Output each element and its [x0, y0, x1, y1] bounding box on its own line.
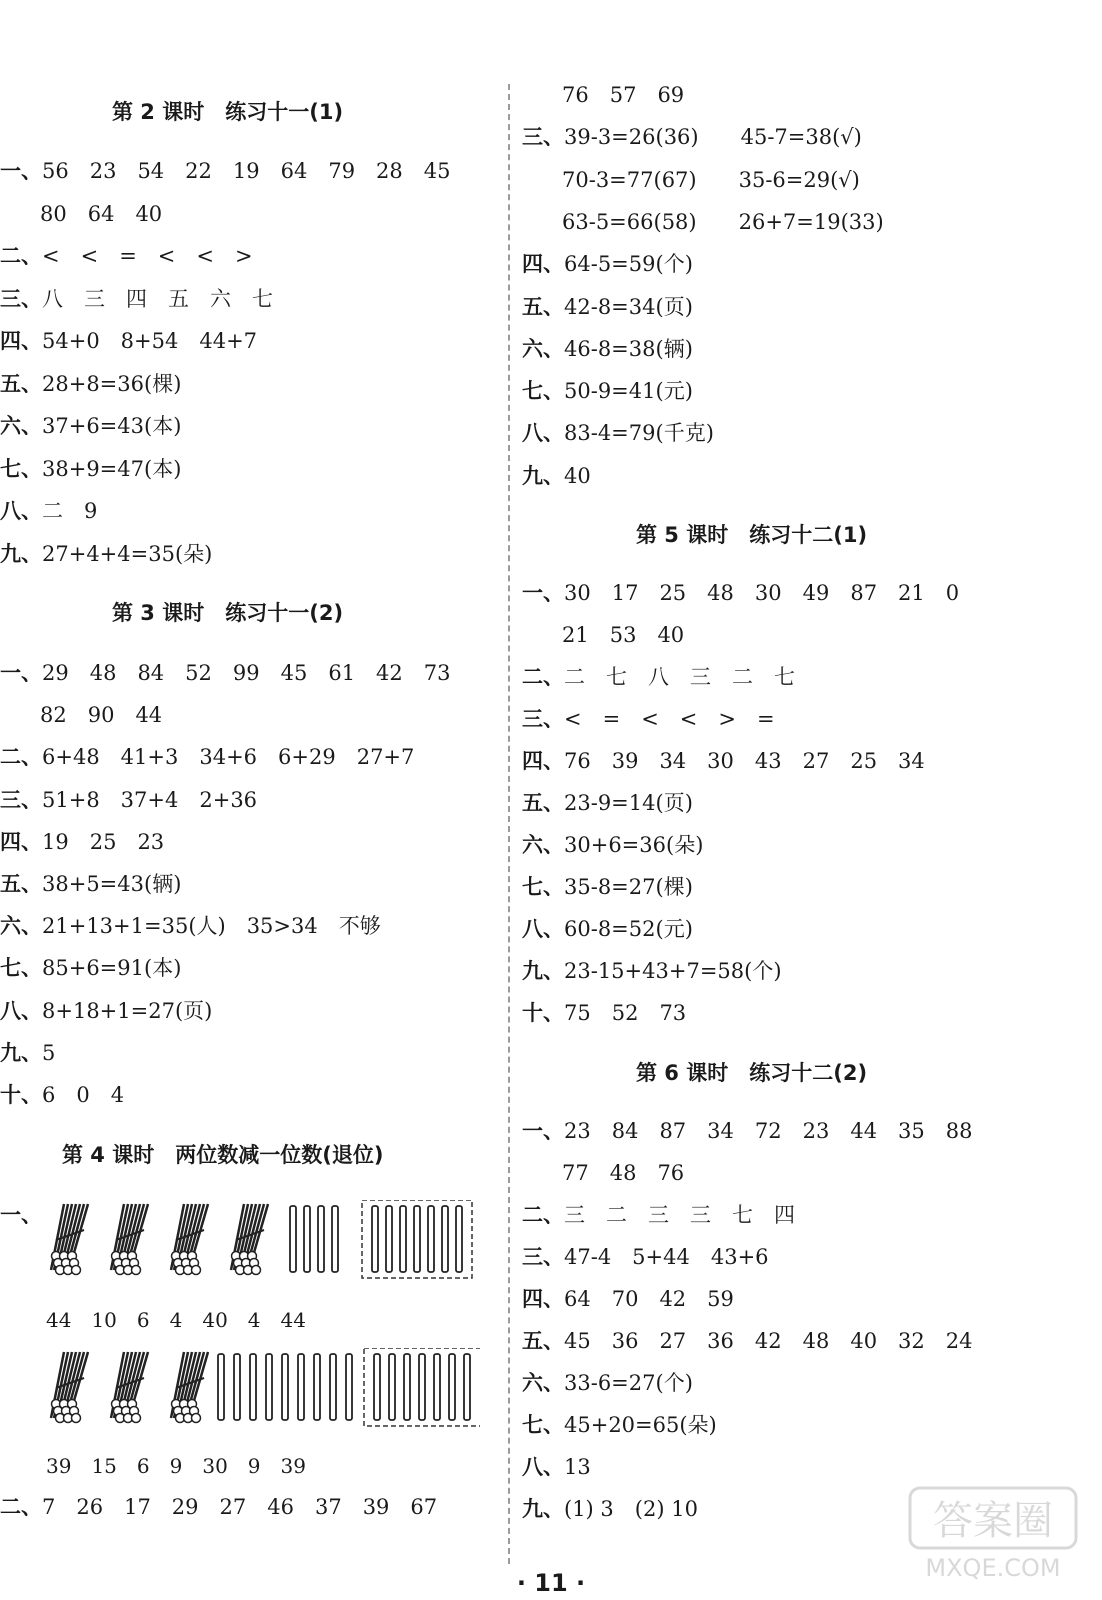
answer-line — [0, 996, 212, 1026]
item-label: 九、 — [0, 541, 42, 566]
item-label: 二、 — [522, 1203, 564, 1227]
answer-line — [522, 1242, 769, 1272]
answer-text: 8+18+1=27(页) — [42, 998, 213, 1023]
stick-bundle-icon — [171, 1204, 208, 1275]
item-label: 九、 — [522, 959, 564, 983]
stick-bundle-icon — [111, 1352, 148, 1423]
answer-line — [522, 1200, 795, 1230]
item-label: 五、 — [0, 371, 42, 396]
answer-line — [522, 662, 795, 692]
answer-text: 6 0 4 — [42, 1083, 125, 1107]
watermark-bottom: MXQE.COM — [925, 1554, 1061, 1582]
answer-line — [0, 156, 451, 186]
answer-line — [522, 1410, 717, 1440]
answer-text: 29 48 84 52 99 45 61 42 73 — [42, 661, 451, 685]
answer-text: 76 57 69 — [562, 83, 685, 107]
item-label: 一、 — [522, 1119, 564, 1143]
answer-line — [0, 742, 414, 772]
answer-text: < = < < > = — [564, 707, 775, 731]
item-label: 七、 — [522, 875, 564, 899]
answer-text: 40 — [564, 463, 591, 488]
stick-figure-row1 — [40, 1200, 480, 1290]
answer-text: 70-3=77(67) 35-6=29(√) — [562, 167, 860, 192]
single-stick-icon — [250, 1354, 256, 1420]
answer-text: 35-8=27(棵) — [564, 875, 693, 899]
answer-text: 54+0 8+54 44+7 — [42, 329, 258, 353]
answer-line — [40, 700, 162, 730]
answer-line — [0, 658, 451, 688]
item-label: 一、 — [522, 581, 564, 605]
answer-text: 50-9=41(元) — [564, 379, 693, 404]
item-label: 三、 — [0, 787, 42, 812]
item-label: 九、 — [0, 1040, 42, 1065]
answer-text: 二 七 八 三 二 七 — [564, 665, 795, 689]
answer-line — [562, 80, 684, 110]
answer-text: 37+6=43(本) — [42, 414, 182, 438]
single-stick-icon — [464, 1354, 470, 1420]
answer-text: 56 23 54 22 19 64 79 28 45 — [42, 159, 451, 183]
section-title-lesson4: 第 4 课时 两位数减一位数(退位) — [62, 1143, 384, 1167]
answer-line — [522, 376, 693, 406]
single-stick-icon — [304, 1206, 310, 1272]
answer-text: 85+6=91(本) — [42, 956, 182, 981]
item-label: 二、 — [0, 745, 42, 770]
stick-bundle-icon — [51, 1204, 88, 1275]
answer-line — [522, 746, 925, 776]
answer-text: 28+8=36(棵) — [42, 371, 182, 396]
watermark-top: 答案圈 — [933, 1498, 1053, 1544]
single-stick-icon — [449, 1354, 455, 1420]
answer-text: 三 二 三 三 七 四 — [564, 1203, 795, 1227]
stick-figure-row2 — [40, 1348, 480, 1438]
stick-counts-row1: 44 10 6 4 40 4 44 — [46, 1308, 306, 1332]
answer-text: 45+20=65(朵) — [564, 1413, 717, 1437]
single-stick-icon — [400, 1206, 406, 1272]
item-label: 三、 — [522, 1245, 564, 1269]
answer-line — [522, 334, 693, 364]
answer-line — [0, 1038, 55, 1068]
item-label: 一、 — [0, 661, 42, 685]
single-stick-icon — [282, 1354, 288, 1420]
stick-bundle-icon — [231, 1204, 268, 1275]
answer-text: 60-8=52(元) — [564, 917, 693, 941]
item-label: 七、 — [522, 379, 564, 404]
answer-line — [0, 1080, 124, 1110]
answer-text: 77 48 76 — [562, 1161, 685, 1185]
answer-text: 21+13+1=35(人) 35>34 不够 — [42, 914, 381, 939]
stick-bundle-icon — [51, 1352, 88, 1423]
answer-line — [522, 1284, 734, 1314]
single-stick-icon — [298, 1354, 304, 1420]
answer-line — [522, 418, 714, 448]
single-stick-icon — [314, 1354, 320, 1420]
answer-line — [522, 1326, 973, 1356]
item-label: 八、 — [522, 917, 564, 941]
answer-text: 42-8=34(页) — [564, 294, 693, 319]
answer-text: 64 70 42 59 — [564, 1287, 734, 1311]
single-stick-icon — [442, 1206, 448, 1272]
single-stick-icon — [389, 1354, 395, 1420]
answer-text: 13 — [564, 1455, 591, 1479]
answer-line — [522, 461, 591, 491]
single-stick-icon — [332, 1206, 338, 1272]
item-label: 六、 — [522, 336, 564, 361]
item-label: 一、 — [0, 159, 42, 183]
answer-text: 47-4 5+44 43+6 — [564, 1245, 769, 1269]
item-label: 四、 — [522, 749, 564, 773]
item-label: 八、 — [0, 499, 42, 523]
answer-line — [522, 830, 703, 860]
answer-line — [522, 788, 693, 818]
item-label: 一、 — [0, 1203, 42, 1227]
answer-line — [522, 704, 775, 734]
item-label: 七、 — [0, 456, 42, 481]
item-label: 十、 — [0, 1083, 42, 1107]
item-label: 七、 — [522, 1413, 564, 1437]
answer-line — [522, 1116, 973, 1146]
item-label: 四、 — [522, 1287, 564, 1311]
item-label: 三、 — [522, 707, 564, 731]
item-label: 九、 — [522, 463, 564, 488]
item-label: 四、 — [0, 829, 42, 854]
item-label: 六、 — [522, 1371, 564, 1395]
answer-text: 27+4+4=35(朵) — [42, 541, 213, 566]
section-title-lesson6: 第 6 课时 练习十二(2) — [636, 1061, 868, 1085]
stick-bundle-icon — [171, 1352, 208, 1423]
answer-text: 30 17 25 48 30 49 87 21 0 — [564, 581, 960, 605]
answer-line — [522, 956, 782, 986]
answer-line — [562, 1158, 684, 1188]
answer-text: 39-3=26(36) 45-7=38(√) — [564, 125, 862, 150]
single-stick-icon — [374, 1354, 380, 1420]
answer-line — [0, 911, 381, 941]
answer-line — [562, 165, 860, 195]
single-stick-icon — [434, 1354, 440, 1420]
answer-text: 38+5=43(辆) — [42, 872, 182, 896]
answer-line — [522, 249, 693, 279]
column-divider — [508, 84, 510, 1564]
answer-text: (1) 3 (2) 10 — [564, 1497, 698, 1521]
item-label: 四、 — [0, 329, 42, 353]
item-label: 五、 — [522, 294, 564, 319]
answer-line — [522, 914, 693, 944]
answer-text: 23-15+43+7=58(个) — [564, 959, 782, 983]
answer-text: 82 90 44 — [40, 703, 163, 728]
answer-line — [0, 241, 253, 271]
answer-text: 21 53 40 — [562, 623, 685, 647]
single-stick-icon — [218, 1354, 224, 1420]
answer-line — [522, 1368, 693, 1398]
section-title-lesson3: 第 3 课时 练习十一(2) — [112, 601, 344, 625]
answer-text: 75 52 73 — [564, 1001, 687, 1025]
stick-counts-row2: 39 15 6 9 30 9 39 — [46, 1454, 306, 1478]
answer-line — [522, 998, 686, 1028]
answer-text: 33-6=27(个) — [564, 1371, 693, 1395]
answer-text: 7 26 17 29 27 46 37 39 67 — [42, 1495, 438, 1519]
answer-line — [522, 872, 693, 902]
section-title-lesson2: 第 2 课时 练习十一(1) — [112, 100, 344, 124]
answer-line — [0, 326, 257, 356]
item-label: 九、 — [522, 1497, 564, 1521]
item-label: 八、 — [522, 1455, 564, 1479]
item-label: 三、 — [0, 286, 42, 311]
answer-line — [0, 785, 257, 815]
item-label: 十、 — [522, 1001, 564, 1025]
answer-text: 6+48 41+3 34+6 6+29 27+7 — [42, 745, 415, 770]
answer-text: 64-5=59(个) — [564, 252, 693, 277]
single-stick-icon — [428, 1206, 434, 1272]
answer-text: < < = < < > — [42, 244, 253, 268]
answer-text: 63-5=66(58) 26+7=19(33) — [562, 209, 884, 234]
page-number: · 11 · — [516, 1569, 586, 1597]
answer-line — [522, 122, 862, 152]
answer-line — [0, 539, 212, 569]
single-stick-icon — [404, 1354, 410, 1420]
answer-line — [0, 953, 181, 983]
single-stick-icon — [234, 1354, 240, 1420]
item-label: 五、 — [522, 791, 564, 815]
answer-line — [40, 199, 162, 229]
answer-text: 二 9 — [42, 499, 98, 523]
item-label: 二、 — [522, 665, 564, 689]
single-stick-icon — [318, 1206, 324, 1272]
single-stick-icon — [419, 1354, 425, 1420]
single-stick-icon — [372, 1206, 378, 1272]
single-stick-icon — [414, 1206, 420, 1272]
answer-line — [0, 827, 164, 857]
item-label: 二、 — [0, 244, 42, 268]
answer-text: 19 25 23 — [42, 829, 165, 854]
item-label: 六、 — [0, 914, 42, 939]
answer-line — [522, 1452, 591, 1482]
answer-line — [522, 1494, 698, 1524]
answer-text: 23 84 87 34 72 23 44 35 88 — [564, 1119, 973, 1143]
answer-line — [0, 496, 97, 526]
answer-line — [0, 284, 273, 314]
answer-line — [0, 369, 181, 399]
answer-text: 45 36 27 36 42 48 40 32 24 — [564, 1329, 973, 1353]
item-label: 八、 — [0, 998, 42, 1023]
single-stick-icon — [266, 1354, 272, 1420]
item-label: 三、 — [522, 125, 564, 150]
answer-text: 5 — [42, 1040, 56, 1065]
watermark-logo — [908, 1486, 1078, 1586]
item-label: 五、 — [522, 1329, 564, 1353]
answer-text: 51+8 37+4 2+36 — [42, 787, 258, 812]
single-stick-icon — [346, 1354, 352, 1420]
answer-line — [0, 869, 181, 899]
item-label: 七、 — [0, 956, 42, 981]
answer-text: 38+9=47(本) — [42, 456, 182, 481]
answer-text: 23-9=14(页) — [564, 791, 693, 815]
answer-text: 83-4=79(千克) — [564, 421, 714, 446]
answer-text: 46-8=38(辆) — [564, 336, 693, 361]
item-label: 四、 — [522, 252, 564, 277]
dashed-box — [364, 1348, 480, 1426]
item-label: 八、 — [522, 421, 564, 446]
answer-line — [562, 207, 884, 237]
item-label: 六、 — [0, 414, 42, 438]
item-label: 五、 — [0, 872, 42, 896]
answer-text: 30+6=36(朵) — [564, 833, 704, 857]
answer-line — [522, 578, 959, 608]
single-stick-icon — [330, 1354, 336, 1420]
single-stick-icon — [386, 1206, 392, 1272]
answer-line — [522, 292, 693, 322]
answer-line — [0, 1492, 437, 1522]
answer-text: 80 64 40 — [40, 201, 163, 226]
single-stick-icon — [456, 1206, 462, 1272]
item-label: 二、 — [0, 1495, 42, 1519]
stick-bundle-icon — [111, 1204, 148, 1275]
answer-text: 八 三 四 五 六 七 — [42, 286, 273, 311]
answer-line — [0, 454, 181, 484]
item-label: 六、 — [522, 833, 564, 857]
section-title-lesson5: 第 5 课时 练习十二(1) — [636, 523, 868, 547]
single-stick-icon — [290, 1206, 296, 1272]
answer-text: 76 39 34 30 43 27 25 34 — [564, 749, 925, 773]
answer-line — [0, 411, 181, 441]
answer-line — [562, 620, 684, 650]
